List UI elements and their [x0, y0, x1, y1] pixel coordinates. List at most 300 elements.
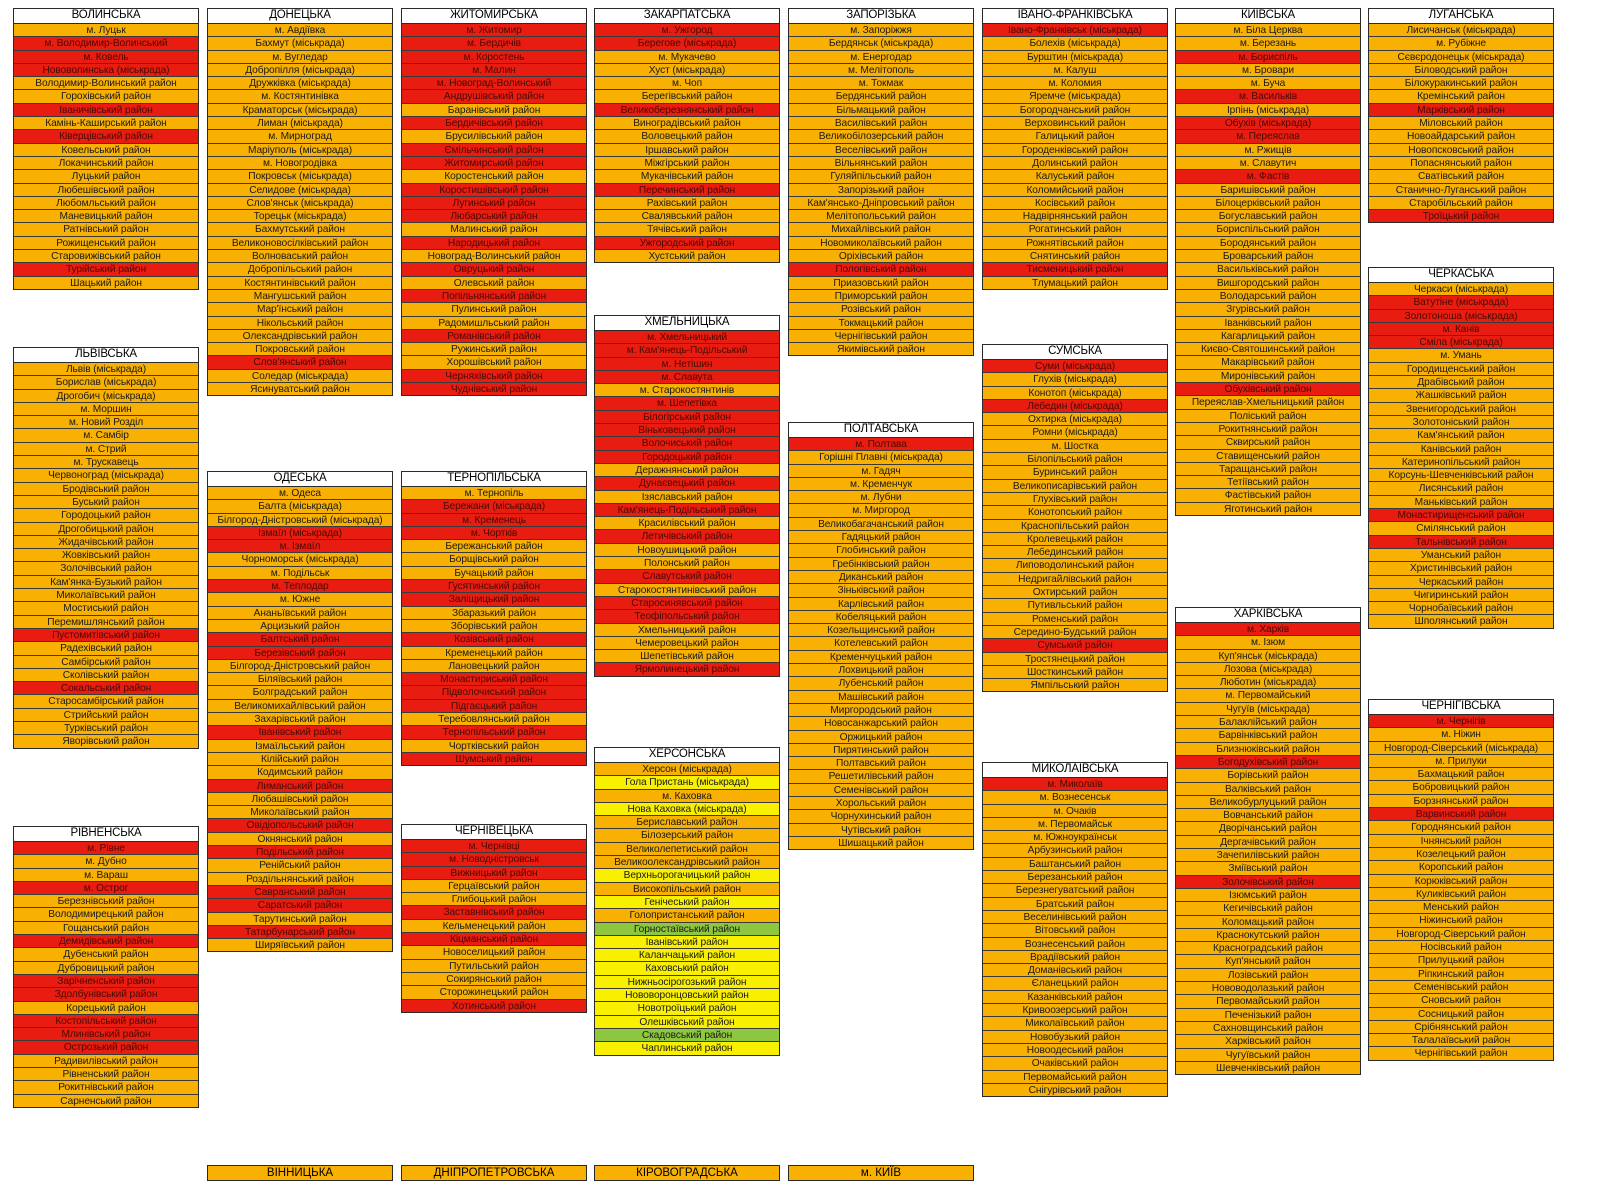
region-title: ПОЛТАВСЬКА: [789, 423, 973, 438]
district-row: Бобровицький район: [1369, 781, 1553, 794]
district-row: Сокирянський район: [402, 973, 586, 986]
district-row: Коломийський район: [983, 184, 1167, 197]
district-row: Білопільський район: [983, 453, 1167, 466]
district-row: м. Костянтинівка: [208, 90, 392, 103]
region-block: [13, 826, 199, 1108]
district-row: Добропілля (міськрада): [208, 64, 392, 77]
district-row: Жашківський район: [1369, 389, 1553, 402]
district-row: Полонський район: [595, 557, 779, 570]
district-row: Ніжинський район: [1369, 914, 1553, 927]
district-row: м. Стрий: [14, 443, 198, 456]
district-row: Черняхівський район: [402, 370, 586, 383]
district-row: Глобинський район: [789, 544, 973, 557]
district-row: Приазовський район: [789, 277, 973, 290]
region-title: РІВНЕНСЬКА: [14, 827, 198, 842]
district-row: Борівський район: [1176, 769, 1360, 782]
district-row: Теребовлянський район: [402, 713, 586, 726]
district-row: Куп'янський район: [1176, 955, 1360, 968]
region-title: ЖИТОМИРСЬКА: [402, 9, 586, 24]
district-row: м. Бровари: [1176, 64, 1360, 77]
district-row: Токмацький район: [789, 317, 973, 330]
district-row: Шосткинський район: [983, 666, 1167, 679]
district-row: Костопільський район: [14, 1015, 198, 1028]
district-row: Любомльський район: [14, 197, 198, 210]
district-row: Саратський район: [208, 899, 392, 912]
district-row: Василівський район: [789, 117, 973, 130]
district-row: Марківський район: [1369, 104, 1553, 117]
district-row: Горохівський район: [14, 90, 198, 103]
district-row: Маньківський район: [1369, 496, 1553, 509]
district-row: Барвінківський район: [1176, 729, 1360, 742]
district-row: Обухів (міськрада): [1176, 117, 1360, 130]
district-row: Богородчанський район: [983, 104, 1167, 117]
district-row: Захарівський район: [208, 713, 392, 726]
district-row: Надвірнянський район: [983, 210, 1167, 223]
region-block: [13, 347, 199, 749]
district-row: Ірпінь (міськрада): [1176, 104, 1360, 117]
district-row: Бориспільський район: [1176, 223, 1360, 236]
district-row: м. Бориспіль: [1176, 51, 1360, 64]
district-row: Балта (міськрада): [208, 500, 392, 513]
district-row: Станично-Луганський район: [1369, 184, 1553, 197]
district-row: Мар'їнський район: [208, 303, 392, 316]
district-row: Новоселицький район: [402, 946, 586, 959]
district-row: Кагарлицький район: [1176, 330, 1360, 343]
region-block: [982, 762, 1168, 1097]
district-row: Середино-Будський район: [983, 626, 1167, 639]
district-row: Сарненський район: [14, 1095, 198, 1107]
district-row: м. Кременець: [402, 514, 586, 527]
district-row: Торецьк (міськрада): [208, 210, 392, 223]
district-row: м. Ізюм: [1176, 636, 1360, 649]
district-row: Печенізький район: [1176, 1009, 1360, 1022]
district-row: Романівський район: [402, 330, 586, 343]
district-row: Херсон (міськрада): [595, 763, 779, 776]
district-row: Демидівський район: [14, 935, 198, 948]
district-row: Овруцький район: [402, 263, 586, 276]
district-row: м. Чортків: [402, 527, 586, 540]
district-row: Бердянськ (міськрада): [789, 37, 973, 50]
district-row: Каховський район: [595, 962, 779, 975]
district-row: м. Коломия: [983, 77, 1167, 90]
district-row: Перемишлянський район: [14, 616, 198, 629]
district-row: Заліщицький район: [402, 593, 586, 606]
district-row: Поліський район: [1176, 410, 1360, 423]
region-block: [207, 471, 393, 952]
district-row: Стрийський район: [14, 709, 198, 722]
district-row: Фастівський район: [1176, 489, 1360, 502]
district-row: Більмацький район: [789, 104, 973, 117]
district-row: Тячівський район: [595, 223, 779, 236]
district-row: Берегове (міськрада): [595, 37, 779, 50]
district-row: Болградський район: [208, 686, 392, 699]
district-row: м. Ніжин: [1369, 728, 1553, 741]
district-row: м. Бердичів: [402, 37, 586, 50]
district-row: Золочівський район: [14, 562, 198, 575]
district-row: м. Новоград-Волинський: [402, 77, 586, 90]
district-row: Маневицький район: [14, 210, 198, 223]
district-row: Городоцький район: [14, 509, 198, 522]
district-row: Врадіївський район: [983, 951, 1167, 964]
district-row: Кілійський район: [208, 753, 392, 766]
district-row: Володимир-Волинський район: [14, 77, 198, 90]
district-row: Попаснянський район: [1369, 157, 1553, 170]
district-row: Канівський район: [1369, 443, 1553, 456]
district-row: Казанківський район: [983, 991, 1167, 1004]
district-row: Чугуїв (міськрада): [1176, 703, 1360, 716]
district-row: Червоноград (міськрада): [14, 469, 198, 482]
district-row: Недригайлівський район: [983, 573, 1167, 586]
district-row: м. Мелітополь: [789, 64, 973, 77]
district-row: Коломацький район: [1176, 916, 1360, 929]
region-block: [982, 8, 1168, 290]
district-row: м. Вараш: [14, 869, 198, 882]
district-row: Троїцький район: [1369, 210, 1553, 222]
district-row: Городоцький район: [595, 451, 779, 464]
district-row: Радехівський район: [14, 642, 198, 655]
district-row: м. Ржищів: [1176, 144, 1360, 157]
district-row: Новоград-Волинський район: [402, 250, 586, 263]
district-row: Глухівський район: [983, 493, 1167, 506]
district-row: Бахмацький район: [1369, 768, 1553, 781]
region-title: МИКОЛАЇВСЬКА: [983, 763, 1167, 778]
district-row: Косівський район: [983, 197, 1167, 210]
district-row: Іваничівський район: [14, 104, 198, 117]
district-row: Сторожинецький район: [402, 986, 586, 999]
district-row: Білгород-Дністровський (міськрада): [208, 514, 392, 527]
district-row: м. Славута: [595, 371, 779, 384]
district-row: Костянтинівський район: [208, 277, 392, 290]
district-row: м. Каховка: [595, 790, 779, 803]
district-row: Драбівський район: [1369, 376, 1553, 389]
district-row: Києво-Святошинський район: [1176, 343, 1360, 356]
district-row: м. Одеса: [208, 487, 392, 500]
region-block: [1175, 8, 1361, 516]
district-row: Лисянський район: [1369, 482, 1553, 495]
district-row: Борзнянський район: [1369, 795, 1553, 808]
district-row: м. Вознесенськ: [983, 791, 1167, 804]
district-row: Волочиський район: [595, 437, 779, 450]
district-row: Підволочиський район: [402, 686, 586, 699]
district-row: м. Рівне: [14, 842, 198, 855]
district-row: Арцизький район: [208, 620, 392, 633]
district-row: Веселинівський район: [983, 911, 1167, 924]
district-row: Звенигородський район: [1369, 403, 1553, 416]
district-row: Лохвицький район: [789, 664, 973, 677]
district-row: Чутівський район: [789, 824, 973, 837]
district-row: Тарутинський район: [208, 913, 392, 926]
district-row: Веселівський район: [789, 144, 973, 157]
district-row: Чортківський район: [402, 740, 586, 753]
district-row: Шумський район: [402, 753, 586, 765]
district-row: м. Березань: [1176, 37, 1360, 50]
district-row: Рівненський район: [14, 1068, 198, 1081]
district-row: Володарський район: [1176, 290, 1360, 303]
district-row: м. Мирноград: [208, 130, 392, 143]
district-row: Кегичівський район: [1176, 902, 1360, 915]
district-row: Кремінський район: [1369, 90, 1553, 103]
district-row: Березанський район: [983, 871, 1167, 884]
region-title: ЗАКАРПАТСЬКА: [595, 9, 779, 24]
district-row: Таращанський район: [1176, 463, 1360, 476]
district-row: Борщівський район: [402, 553, 586, 566]
district-row: Лебедин (міськрада): [983, 400, 1167, 413]
district-row: Сєвєродонецьк (міськрада): [1369, 51, 1553, 64]
district-row: Буринський район: [983, 466, 1167, 479]
district-row: Лановецький район: [402, 660, 586, 673]
district-row: м. Кременчук: [789, 478, 973, 491]
district-row: Краматорськ (міськрада): [208, 104, 392, 117]
district-row: Ратнівський район: [14, 223, 198, 236]
district-row: м. Коростень: [402, 51, 586, 64]
district-row: Ємільчинський район: [402, 144, 586, 157]
district-row: Семенівський район: [1369, 981, 1553, 994]
region-block: [401, 471, 587, 766]
district-row: Пирятинський район: [789, 744, 973, 757]
district-row: Чернігівський район: [789, 330, 973, 343]
district-row: Воловецький район: [595, 130, 779, 143]
footer-region-kirovohradska: КІРОВОГРАДСЬКА: [594, 1165, 780, 1181]
district-row: Братський район: [983, 898, 1167, 911]
region-block: [13, 8, 199, 290]
district-row: Камінь-Каширський район: [14, 117, 198, 130]
district-row: Семенівський район: [789, 784, 973, 797]
district-row: Новопсковський район: [1369, 144, 1553, 157]
district-row: Кременецький район: [402, 647, 586, 660]
district-row: Ширяївський район: [208, 939, 392, 951]
district-row: Монастириський район: [402, 673, 586, 686]
district-row: Чугуївський район: [1176, 1049, 1360, 1062]
district-row: м. Южноукраїнськ: [983, 831, 1167, 844]
district-row: м. Новогродівка: [208, 157, 392, 170]
district-row: Бурштин (міськрада): [983, 51, 1167, 64]
district-row: Кам'янка-Бузький район: [14, 576, 198, 589]
district-row: Любешівський район: [14, 184, 198, 197]
district-row: Ружинський район: [402, 343, 586, 356]
district-row: Роменський район: [983, 613, 1167, 626]
district-row: Сватівський район: [1369, 170, 1553, 183]
district-row: Коропський район: [1369, 861, 1553, 874]
district-row: Бережанський район: [402, 540, 586, 553]
district-row: Ренійський район: [208, 859, 392, 872]
district-row: Заставнівський район: [402, 906, 586, 919]
district-row: Городнянський район: [1369, 821, 1553, 834]
district-row: Луцький район: [14, 170, 198, 183]
district-row: Макарівський район: [1176, 356, 1360, 369]
region-block: [594, 8, 780, 263]
district-row: Чернігівський район: [1369, 1047, 1553, 1059]
region-title: ТЕРНОПІЛЬСЬКА: [402, 472, 586, 487]
district-row: Нововоронцовський район: [595, 989, 779, 1002]
district-row: Новгород-Сіверський (міськрада): [1369, 742, 1553, 755]
district-row: Дворічанський район: [1176, 822, 1360, 835]
district-row: Черкаси (міськрада): [1369, 283, 1553, 296]
district-row: Вовчанський район: [1176, 809, 1360, 822]
district-row: Здолбунівський район: [14, 988, 198, 1001]
district-row: м. Вугледар: [208, 51, 392, 64]
district-row: Мостиський район: [14, 602, 198, 615]
district-row: Гуляйпільський район: [789, 170, 973, 183]
district-row: Вишгородський район: [1176, 277, 1360, 290]
district-row: Герцаївський район: [402, 880, 586, 893]
district-row: Борислав (міськрада): [14, 376, 198, 389]
district-row: Гадяцький район: [789, 531, 973, 544]
region-title: ХЕРСОНСЬКА: [595, 748, 779, 763]
district-row: Приморський район: [789, 290, 973, 303]
district-row: Івано-Франківськ (міськрада): [983, 24, 1167, 37]
district-row: м. Очаків: [983, 805, 1167, 818]
district-row: Білогірський район: [595, 411, 779, 424]
district-row: Зборівський район: [402, 620, 586, 633]
district-row: Ставищенський район: [1176, 450, 1360, 463]
region-title: ІВАНО-ФРАНКІВСЬКА: [983, 9, 1167, 24]
district-row: Яремче (міськрада): [983, 90, 1167, 103]
district-row: Ковельський район: [14, 144, 198, 157]
district-row: Болехів (міськрада): [983, 37, 1167, 50]
region-title: КИЇВСЬКА: [1176, 9, 1360, 24]
district-row: Локачинський район: [14, 157, 198, 170]
district-row: Бучацький район: [402, 567, 586, 580]
district-row: Арбузинський район: [983, 844, 1167, 857]
district-row: м. Чернівці: [402, 840, 586, 853]
district-row: Козелецький район: [1369, 848, 1553, 861]
district-row: Турійський район: [14, 263, 198, 276]
district-row: Балтський район: [208, 633, 392, 646]
district-row: Баштанський район: [983, 858, 1167, 871]
district-row: Березівський район: [208, 647, 392, 660]
district-row: Ананьївський район: [208, 607, 392, 620]
district-row: Котелевський район: [789, 637, 973, 650]
district-row: Богодухівський район: [1176, 756, 1360, 769]
district-row: Прилуцький район: [1369, 954, 1553, 967]
district-row: Самбірський район: [14, 656, 198, 669]
district-row: м. Трускавець: [14, 456, 198, 469]
district-row: м. Чоп: [595, 77, 779, 90]
district-row: Смілянський район: [1369, 522, 1553, 535]
district-row: Балаклійський район: [1176, 716, 1360, 729]
district-row: Уманський район: [1369, 549, 1553, 562]
district-row: Дрогобич (міськрада): [14, 390, 198, 403]
district-row: Коростенський район: [402, 170, 586, 183]
district-row: Лиманський район: [208, 780, 392, 793]
district-row: Лугинський район: [402, 197, 586, 210]
district-row: Миронівський район: [1176, 370, 1360, 383]
district-row: Волноваський район: [208, 250, 392, 263]
district-row: Берегівський район: [595, 90, 779, 103]
district-row: Катеринопільський район: [1369, 456, 1553, 469]
district-row: Новоушицький район: [595, 544, 779, 557]
district-row: Яготинський район: [1176, 503, 1360, 515]
district-row: Снятинський район: [983, 250, 1167, 263]
district-row: Біловодський район: [1369, 64, 1553, 77]
district-row: Дунаєвецький район: [595, 477, 779, 490]
district-row: Шполянський район: [1369, 615, 1553, 627]
district-row: Лозова (міськрада): [1176, 663, 1360, 676]
district-row: Кролевецький район: [983, 533, 1167, 546]
district-row: Жовківський район: [14, 549, 198, 562]
district-row: Вітовський район: [983, 924, 1167, 937]
district-row: Збаразький район: [402, 607, 586, 620]
district-row: Новгород-Сіверський район: [1369, 928, 1553, 941]
district-row: м. Луцьк: [14, 24, 198, 37]
district-row: Красилівський район: [595, 517, 779, 530]
district-row: Лозівський район: [1176, 969, 1360, 982]
district-row: Кіцманський район: [402, 933, 586, 946]
district-row: Путивльський район: [983, 599, 1167, 612]
district-row: Ківерцівський район: [14, 130, 198, 143]
district-row: Перечинський район: [595, 184, 779, 197]
district-row: Старосамбірський район: [14, 695, 198, 708]
district-row: Липоводолинський район: [983, 559, 1167, 572]
district-row: м. Калуш: [983, 64, 1167, 77]
district-row: Баранівський район: [402, 104, 586, 117]
district-row: Любашівський район: [208, 793, 392, 806]
district-row: Ізяславський район: [595, 491, 779, 504]
district-row: Міжгірський район: [595, 157, 779, 170]
district-row: Переяслав-Хмельницький район: [1176, 396, 1360, 409]
district-row: м. Енергодар: [789, 51, 973, 64]
district-row: м. Новодністровськ: [402, 853, 586, 866]
district-row: м. Гадяч: [789, 465, 973, 478]
district-row: Сахновщинський район: [1176, 1022, 1360, 1035]
district-row: Великобагачанський район: [789, 518, 973, 531]
district-row: Запорізький район: [789, 184, 973, 197]
district-row: Шацький район: [14, 277, 198, 289]
district-row: Теофіпольський район: [595, 610, 779, 623]
district-row: Кельменецький район: [402, 920, 586, 933]
district-row: Деражнянський район: [595, 464, 779, 477]
district-row: м. Миколаїв: [983, 778, 1167, 791]
district-row: Ізмаїльський район: [208, 740, 392, 753]
district-row: Верхньорогачицький район: [595, 869, 779, 882]
district-row: Варвинський район: [1369, 808, 1553, 821]
district-row: Верховинський район: [983, 117, 1167, 130]
district-row: м. Переяслав: [1176, 130, 1360, 143]
district-row: Окнянський район: [208, 833, 392, 846]
district-row: Золочівський район: [1176, 876, 1360, 889]
district-row: Рогатинський район: [983, 223, 1167, 236]
district-row: м. Первомайськ: [983, 818, 1167, 831]
district-row: Лубенський район: [789, 677, 973, 690]
district-row: Народицький район: [402, 237, 586, 250]
district-row: Броварський район: [1176, 250, 1360, 263]
district-row: Золотоноша (міськрада): [1369, 310, 1553, 323]
district-row: Виноградівський район: [595, 117, 779, 130]
region-title: ЛУГАНСЬКА: [1369, 9, 1553, 24]
district-row: Старокостянтинівський район: [595, 584, 779, 597]
district-row: Селидове (міськрада): [208, 184, 392, 197]
district-row: Корсунь-Шевченківський район: [1369, 469, 1553, 482]
district-row: м. Подільськ: [208, 567, 392, 580]
district-row: м. Шостка: [983, 440, 1167, 453]
district-row: м. Біла Церква: [1176, 24, 1360, 37]
district-row: Пологівський район: [789, 263, 973, 276]
district-row: Бахмутський район: [208, 223, 392, 236]
district-row: Городищенський район: [1369, 363, 1553, 376]
district-row: Ізмаїл (міськрада): [208, 527, 392, 540]
district-row: Нова Каховка (міськрада): [595, 803, 779, 816]
district-row: Хорольський район: [789, 797, 973, 810]
district-row: Великобілозерський район: [789, 130, 973, 143]
district-row: Золотоніський район: [1369, 416, 1553, 429]
district-row: Добропільський район: [208, 263, 392, 276]
district-row: Городенківський район: [983, 144, 1167, 157]
district-row: Сновський район: [1369, 994, 1553, 1007]
district-row: Рожищенський район: [14, 237, 198, 250]
district-row: Буський район: [14, 496, 198, 509]
district-row: Миколаївський район: [14, 589, 198, 602]
district-row: м. Старокостянтинів: [595, 384, 779, 397]
